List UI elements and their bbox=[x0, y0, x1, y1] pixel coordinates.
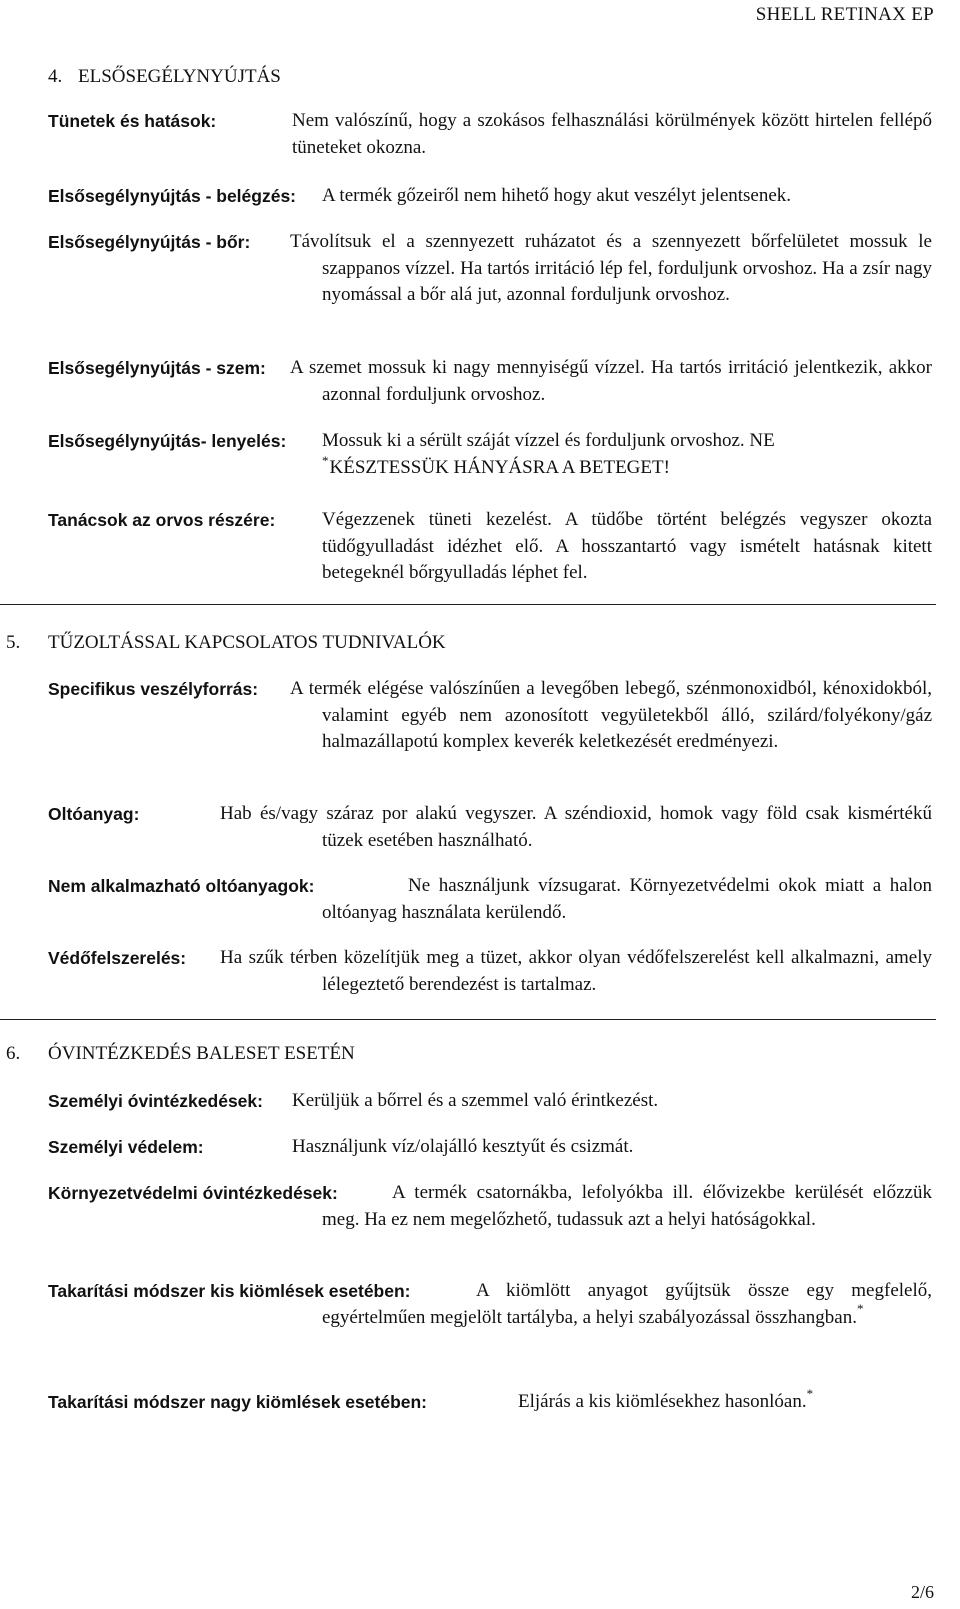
section-4-title: ELSŐSEGÉLYNYÚJTÁS bbox=[78, 66, 281, 87]
s4-label-inhalation: Elsősegélynyújtás - belégzés: bbox=[48, 186, 297, 206]
s4-label-symptoms: Tünetek és hatások: bbox=[48, 111, 217, 131]
s5-text-unsuitable-content: Ne használjunk vízsugarat. Környezetvédelmi okok miatt a halon oltóanyag használata kerülendő. bbox=[322, 875, 932, 923]
s4-row-symptoms bbox=[48, 108, 932, 164]
s4-label-doctor: Tanácsok az orvos részére: bbox=[48, 510, 276, 530]
section-4-heading bbox=[48, 64, 281, 91]
s4-text-ingestion-line1: Mossuk ki a sérült száját vízzel és forduljunk orvoshoz. NE bbox=[322, 430, 775, 451]
s4-row-ingestion bbox=[48, 428, 932, 488]
s6-label-personal-protection: Személyi védelem: bbox=[48, 1137, 204, 1157]
s6-row-small-spill bbox=[48, 1278, 932, 1368]
section-5-title: TŰZOLTÁSSAL KAPCSOLATOS TUDNIVALÓK bbox=[48, 632, 446, 653]
s6-row-personal-precautions bbox=[48, 1088, 932, 1116]
s5-row-protective bbox=[48, 945, 932, 1001]
s4-label-ingestion: Elsősegélynyújtás- lenyelés: bbox=[48, 431, 287, 451]
s4-row-skin bbox=[48, 229, 932, 337]
section-5-number: 5. bbox=[6, 632, 21, 653]
s4-text-eye: A szemet mossuk ki nagy mennyiségű vízzel. Ha tartós irritáció jelentkezik, akkor azonnal forduljunk orvoshoz. bbox=[290, 357, 932, 405]
s5-row-extinguishing bbox=[48, 801, 932, 857]
s5-text-unsuitable bbox=[290, 873, 932, 926]
s4-text-inhalation: A termék gőzeiről nem hihető hogy akut veszélyt jelentsenek. bbox=[322, 185, 792, 206]
s4-label-eye: Elsősegélynyújtás - szem: bbox=[48, 358, 266, 378]
s4-text-ingestion-line2: KÉSZTESSÜK HÁNYÁSRA A BETEGET! bbox=[329, 456, 670, 478]
s5-text-protective bbox=[220, 945, 932, 998]
s5-text-extinguishing-content: Hab és/vagy száraz por alakú vegyszer. A széndioxid, homok vagy föld csak kismértékű tüzek esetében használható. bbox=[220, 803, 932, 851]
s5-text-protective-content: Ha szűk térben közelítjük meg a tüzet, akkor olyan védőfelszerelést kell alkalmazni, amely lélegeztető berendezést is tartalmaz. bbox=[220, 947, 932, 995]
s5-row-hazards bbox=[48, 676, 932, 784]
section-6-heading bbox=[6, 1041, 355, 1068]
s6-text-environmental-content: A termék csatornákba, lefolyókba ill. élővizekbe kerülését előzzük meg. Ha ez nem megelőzhető, tudassuk azt a helyi hatóságokkal. bbox=[322, 1182, 932, 1230]
section-divider-2 bbox=[0, 1019, 936, 1020]
page-number: 2/6 bbox=[910, 1581, 934, 1602]
s6-row-personal-protection bbox=[48, 1134, 932, 1162]
s6-text-small-spill-content bbox=[322, 1278, 932, 1331]
s6-row-large-spill bbox=[48, 1385, 932, 1417]
s6-text-personal-precautions: Kerüljük a bőrrel és a szemmel való érintkezést. bbox=[292, 1090, 659, 1111]
s6-label-small-spill: Takarítási módszer kis kiömlések esetében: bbox=[48, 1281, 411, 1301]
s4-row-doctor bbox=[48, 507, 932, 589]
s4-text-ingestion bbox=[322, 428, 932, 482]
s6-label-personal-precautions: Személyi óvintézkedések: bbox=[48, 1091, 263, 1111]
s6-label-large-spill: Takarítási módszer nagy kiömlések esetében: bbox=[48, 1392, 428, 1412]
s6-text-environmental bbox=[322, 1180, 932, 1233]
s4-text-skin: Távolítsuk el a szennyezett ruházatot és a szennyezett bőrfelületet mossuk le szappanos vízzel. Ha tartós irritáció lép fel, forduljunk orvoshoz. Ha a zsír nagy nyomással a bőr alá jut, azonnal forduljunk orvoshoz. bbox=[290, 231, 932, 305]
s6-text-large-spill bbox=[518, 1385, 932, 1416]
s5-label-unsuitable: Nem alkalmazható oltóanyagok: bbox=[48, 876, 315, 896]
s4-text-symptoms: Nem valószínű, hogy a szokásos felhasználási körülmények között hirtelen fellépő tüneteket okozna. bbox=[292, 110, 932, 158]
s5-label-extinguishing: Oltóanyag: bbox=[48, 804, 140, 824]
s4-label-skin: Elsősegélynyújtás - bőr: bbox=[48, 232, 251, 252]
s4-row-eye bbox=[48, 355, 932, 411]
s6-small-spill-asterisk: * bbox=[856, 1301, 864, 1317]
s5-label-protective: Védőfelszerelés: bbox=[48, 948, 187, 968]
s4-row-inhalation bbox=[48, 183, 932, 211]
s4-ingestion-asterisk: * bbox=[322, 452, 329, 468]
s5-row-unsuitable bbox=[48, 873, 932, 929]
s6-text-small-spill bbox=[322, 1278, 932, 1331]
s5-label-hazards: Specifikus veszélyforrás: bbox=[48, 679, 259, 699]
section-4-number: 4. bbox=[48, 66, 63, 87]
s6-text-small-spill-body: A kiömlött anyagot gyűjtsük össze egy megfelelő, egyértelműen megjelölt tartályba, a helyi szabályozással összhangban. bbox=[322, 1280, 932, 1328]
section-5-heading bbox=[6, 630, 446, 657]
s4-text-doctor: Végezzenek tüneti kezelést. A tüdőbe történt belégzés vegyszer okozta tüdőgyulladást idézhet elő. A hosszantartó vagy ismételt hatásnak kitett betegeknél bőrgyulladás léphet fel. bbox=[322, 509, 932, 583]
s6-text-large-spill-body: Eljárás a kis kiömlésekhez hasonlóan. bbox=[518, 1391, 807, 1412]
s6-row-environmental bbox=[48, 1180, 932, 1262]
section-6-title: ÓVINTÉZKEDÉS BALESET ESETÉN bbox=[48, 1043, 355, 1064]
document-header: SHELL RETINAX EP bbox=[755, 4, 934, 25]
s5-text-hazards: A termék elégése valószínűen a levegőben lebegő, szénmonoxidból, kénoxidokból, valamint egyéb nem azonosított vegyületekből álló, szilárd/folyékony/gáz halmazállapotú komplex keverék keletkezését eredményezi. bbox=[290, 678, 932, 752]
s5-text-extinguishing bbox=[220, 801, 932, 854]
section-divider bbox=[0, 604, 936, 605]
s6-label-environmental: Környezetvédelmi óvintézkedések: bbox=[48, 1183, 338, 1203]
s6-text-personal-protection: Használjunk víz/olajálló kesztyűt és csizmát. bbox=[292, 1136, 634, 1157]
section-6-number: 6. bbox=[6, 1043, 21, 1064]
s6-large-spill-asterisk: * bbox=[806, 1385, 814, 1401]
